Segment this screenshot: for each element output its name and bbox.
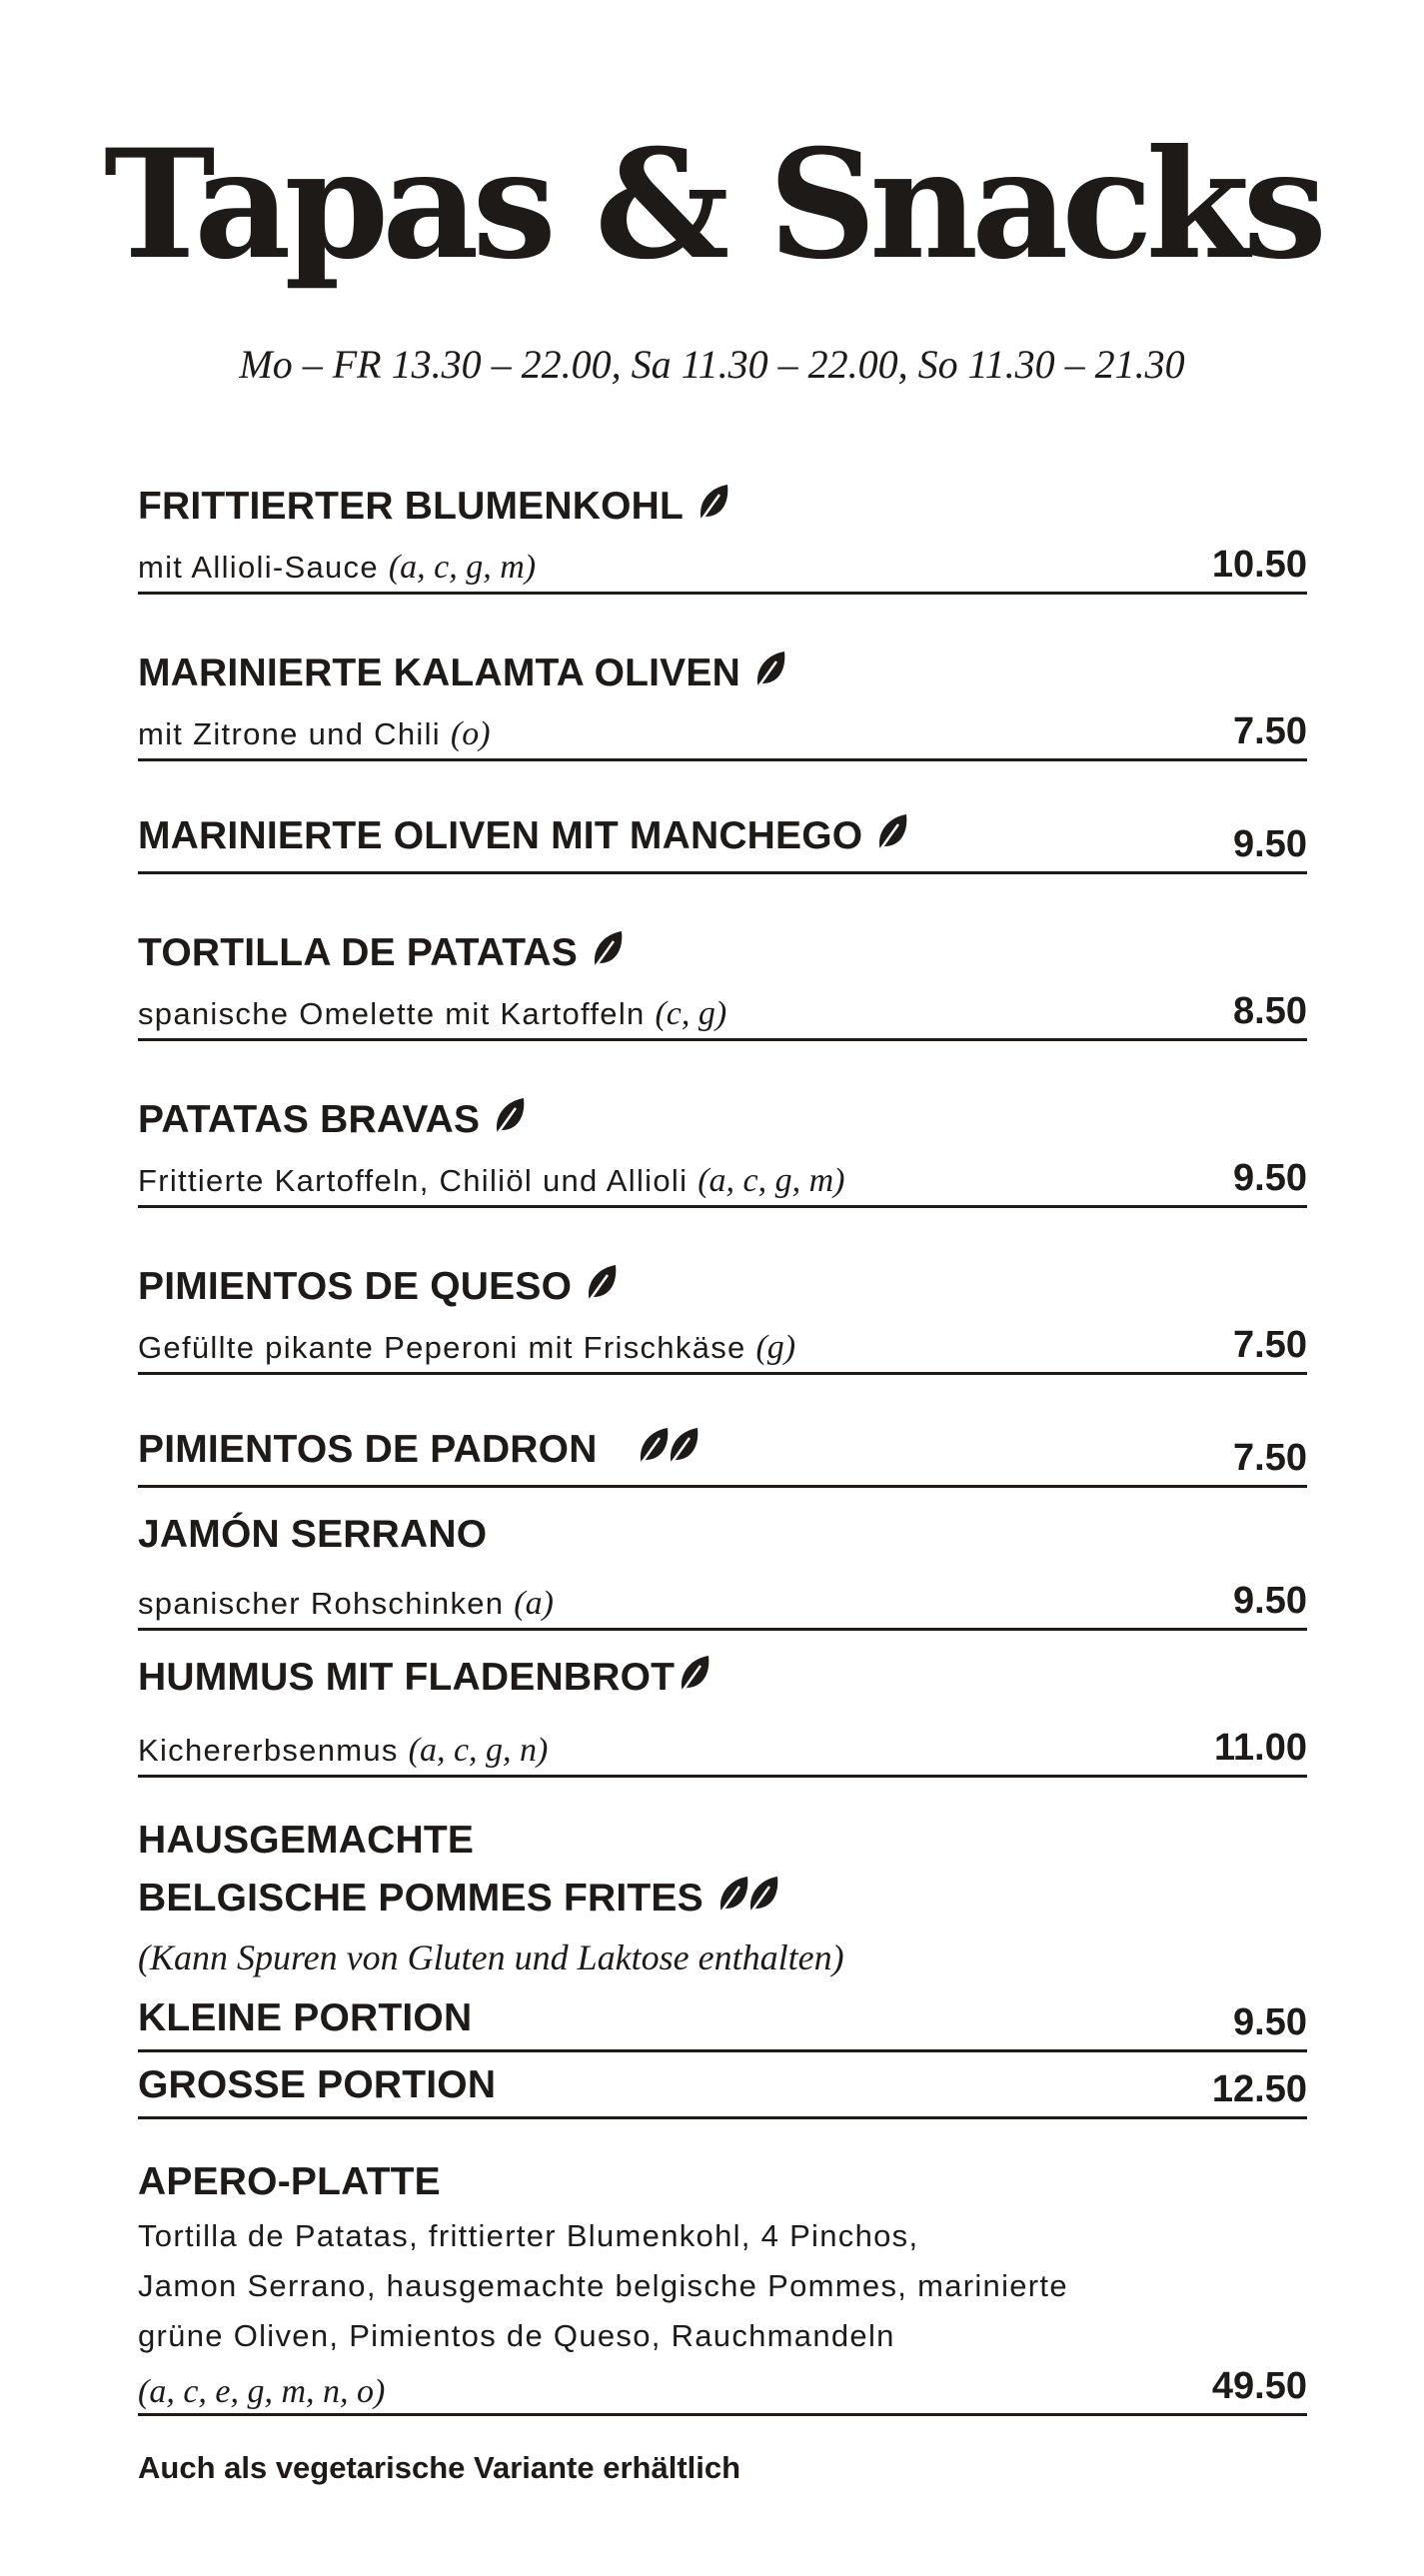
item-description: Gefüllte pikante Peperoni mit Frischkäse: [138, 1330, 746, 1365]
menu-item-pimientos-de-queso: [138, 1258, 1307, 1375]
item-name: PIMIENTOS DE PADRON: [138, 1428, 598, 1471]
item-description: spanischer Rohschinken: [138, 1586, 505, 1621]
double-leaf-icon: [715, 1874, 781, 1932]
page-title: Tapas & Snacks: [103, 117, 1321, 293]
item-description: spanische Omelette mit Kartoffeln: [138, 996, 646, 1031]
menu-item-pommes-frites: [138, 1812, 1307, 2119]
menu-item-marinierte-oliven-manchego: [138, 807, 1307, 874]
item-price: 49.50: [1211, 2365, 1307, 2407]
menu-item-apero-platte: [138, 2153, 1307, 2416]
item-allergens: (a, c, e, g, m, n, o): [138, 2373, 386, 2410]
item-description-line: Tortilla de Patatas, frittierter Blumenkohl, 4 Pinchos,: [138, 2218, 919, 2253]
footer-note: Auch als vegetarische Variante erhältlich: [138, 2450, 741, 2485]
item-name-line1: HAUSGEMACHTE: [138, 1819, 475, 1862]
allergen-note: (Kann Spuren von Gluten und Laktose enthalten): [138, 1937, 844, 1977]
item-name: HUMMUS MIT FLADENBROT: [138, 1656, 676, 1699]
item-price: 10.50: [1211, 544, 1307, 586]
item-price: 11.00: [1214, 1727, 1307, 1769]
portion-small: [138, 1989, 1307, 2052]
item-price: 8.50: [1233, 990, 1307, 1032]
menu-item-frittierter-blumenkohl: [138, 478, 1307, 595]
menu-item-patatas-bravas: [138, 1091, 1307, 1208]
item-name-line2: BELGISCHE POMMES FRITES: [138, 1877, 704, 1920]
item-allergens: (c, g): [655, 995, 727, 1032]
item-name: APERO-PLATTE: [138, 2160, 441, 2203]
item-allergens: (a): [514, 1585, 554, 1622]
item-allergens: (a, c, g, m): [698, 1162, 845, 1199]
menu-list: [138, 478, 1307, 2486]
menu-item-hummus-mit-fladenbrot: [138, 1649, 1307, 1778]
item-price: 9.50: [1233, 1157, 1307, 1199]
portion-price: 12.50: [1211, 2068, 1307, 2110]
item-description-line: Jamon Serrano, hausgemachte belgische Pommes, marinierte: [138, 2268, 1068, 2303]
leaf-icon: [696, 482, 729, 540]
item-description: mit Zitrone und Chili: [138, 716, 441, 751]
item-name: FRITTIERTER BLUMENKOHL: [138, 485, 685, 528]
leaf-icon: [492, 1095, 526, 1153]
item-price: 9.50: [1233, 1580, 1307, 1622]
portion-name: KLEINE PORTION: [138, 1996, 473, 2039]
item-price: 9.50: [1233, 823, 1307, 865]
leaf-icon: [590, 928, 624, 986]
item-name: PATATAS BRAVAS: [138, 1098, 481, 1141]
menu-item-tortilla-de-patatas: [138, 924, 1307, 1041]
item-name: PIMIENTOS DE QUESO: [138, 1265, 573, 1308]
leaf-icon: [584, 1262, 618, 1320]
leaf-icon: [752, 648, 786, 706]
item-allergens: (a, c, g, m): [388, 549, 537, 586]
portion-price: 9.50: [1233, 2001, 1307, 2043]
opening-hours: Mo – FR 13.30 – 22.00, Sa 11.30 – 22.00, So 11.30 – 21.30: [239, 342, 1185, 387]
menu-item-marinierte-kalamta-oliven: [138, 644, 1307, 761]
portion-name: GROSSE PORTION: [138, 2063, 497, 2106]
menu-item-pimientos-de-padron: [138, 1421, 1307, 1488]
item-allergens: (g): [755, 1329, 796, 1366]
item-description: Kichererbsenmus: [138, 1733, 399, 1768]
item-price: 7.50: [1233, 1324, 1307, 1366]
item-price: 7.50: [1233, 1437, 1307, 1479]
menu-item-jamon-serrano: [138, 1506, 1307, 1631]
item-description: mit Allioli-Sauce: [138, 550, 379, 585]
portion-large: [138, 2056, 1307, 2119]
item-price: 7.50: [1233, 710, 1307, 752]
item-description: Frittierte Kartoffeln, Chiliöl und Allioli: [138, 1163, 689, 1198]
leaf-icon: [874, 811, 908, 869]
double-leaf-icon: [636, 1425, 702, 1483]
item-allergens: (o): [450, 715, 491, 752]
item-name: JAMÓN SERRANO: [138, 1513, 488, 1556]
item-name: MARINIERTE KALAMTA OLIVEN: [138, 651, 740, 694]
item-name: MARINIERTE OLIVEN MIT MANCHEGO: [138, 814, 863, 857]
item-description-line: grüne Oliven, Pimientos de Queso, Rauchmandeln: [138, 2318, 895, 2353]
item-allergens: (a, c, g, n): [408, 1732, 549, 1769]
item-name: TORTILLA DE PATATAS: [138, 931, 578, 974]
leaf-icon: [677, 1653, 711, 1711]
